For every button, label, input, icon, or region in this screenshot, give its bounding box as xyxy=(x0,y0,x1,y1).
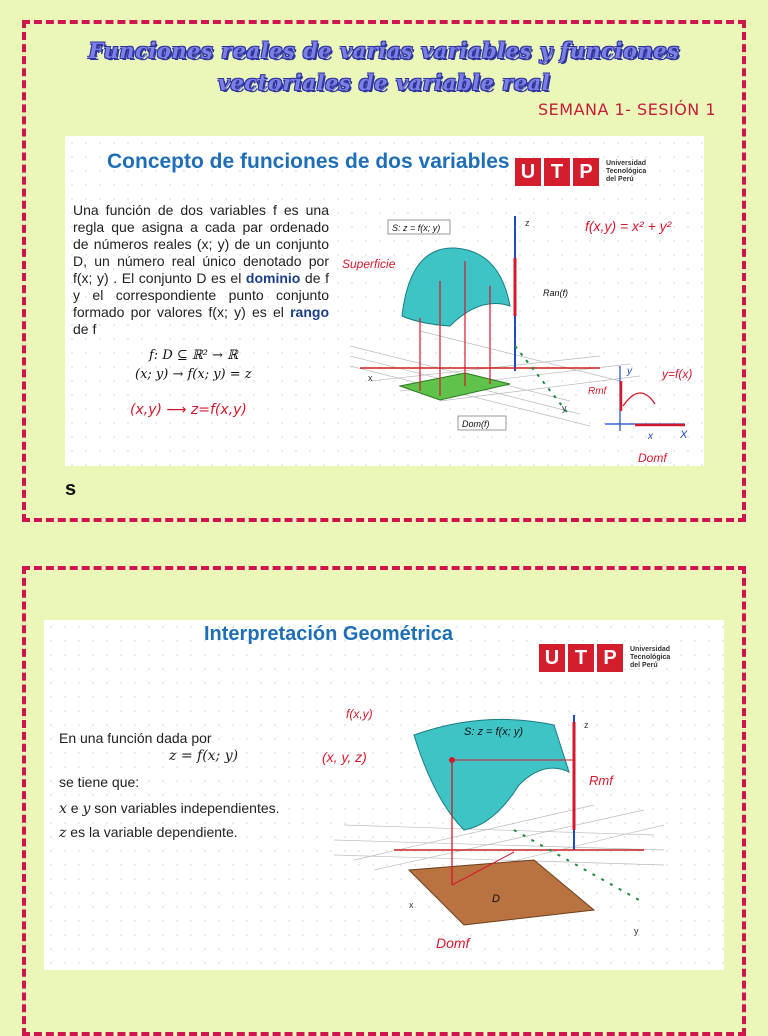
definition-part: Una función de dos variables f es una regla que asigna a cada par ordenado de números reales (x; y) de un conjunto D, un número real único denotado por f(x; y) . El conjunto D es el xyxy=(73,202,329,286)
logo-letter: T xyxy=(568,644,594,672)
axis-z-label: z xyxy=(584,720,589,730)
logo-text-line: del Perú xyxy=(630,662,658,669)
slide-title: Interpretación Geométrica xyxy=(204,623,453,645)
formula-mapping: f: D ⊆ ℝ² → ℝ xyxy=(149,348,238,363)
slide-title: Concepto de funciones de dos variables xyxy=(107,150,510,173)
intro-part: e xyxy=(66,800,83,816)
hand-point: (x, y, z) xyxy=(322,749,367,765)
definition-part: de f xyxy=(73,321,97,337)
definition-text xyxy=(73,202,329,338)
logo-text xyxy=(630,646,670,670)
surface-label: S: z = f(x; y) xyxy=(464,726,523,738)
point-marker xyxy=(449,757,455,763)
hand-rmf: Rmf xyxy=(588,386,607,397)
page-title-line2: vectoriales de variable real xyxy=(217,70,551,95)
formula-rule: (x; y) → f(x; y) = z xyxy=(135,367,252,382)
logo-text-line: Universidad xyxy=(606,160,647,167)
axis-y-label: y xyxy=(562,403,567,413)
logo-letter: U xyxy=(539,644,565,672)
logo-text-line: del Perú xyxy=(606,176,634,183)
var-y: y xyxy=(82,801,91,817)
hand-rmf: Rmf xyxy=(589,773,613,788)
intro-part: es la variable dependiente. xyxy=(66,824,238,840)
surface-figure-2 xyxy=(314,690,714,970)
logo-text xyxy=(606,160,646,184)
slide-concept xyxy=(65,136,704,466)
axis-z-label: z xyxy=(525,218,530,228)
domain-label: Dom(f) xyxy=(462,419,490,429)
slide-geometric xyxy=(44,620,724,970)
handwritten-mapping: (x,y) ⟶ z=f(x,y) xyxy=(130,402,247,418)
hand-domf: Domf xyxy=(638,451,667,465)
definition-part: de f y el correspondiente punto conjunto formado por valores f(x; y) es el xyxy=(73,270,329,320)
surface-figure-1 xyxy=(340,206,704,466)
stray-text: s xyxy=(65,478,77,500)
axis-y-label: y xyxy=(634,926,639,936)
hand-superficie: Superficie xyxy=(342,257,396,271)
sketch-curve xyxy=(623,393,655,406)
intro-dependent xyxy=(59,824,238,841)
intro-line: En una función dada por xyxy=(59,730,212,746)
logo-letter: T xyxy=(544,158,570,186)
rango-term: rango xyxy=(290,304,329,320)
utp-logo xyxy=(539,644,670,672)
logo-letter: U xyxy=(515,158,541,186)
page-title-line1: Funciones reales de varias variables y funciones xyxy=(88,38,680,63)
surface-label: S: z = f(x; y) xyxy=(392,223,441,233)
axis-x-label: x xyxy=(409,900,414,910)
range-label: Ran(f) xyxy=(543,288,569,298)
var-x: x xyxy=(59,801,67,817)
hand-fxy: f(x,y) xyxy=(346,707,373,721)
hand-y-eq: y=f(x) xyxy=(662,367,693,381)
grid-plane xyxy=(350,331,640,426)
domain-region xyxy=(409,860,594,925)
axis-x-label: x xyxy=(368,373,373,383)
logo-text-line: Tecnológica xyxy=(630,654,671,661)
dominio-term: dominio xyxy=(245,270,301,286)
hand-x-upper: X xyxy=(680,429,688,441)
hand-x: x xyxy=(648,431,653,442)
intro-formula: z = f(x; y) xyxy=(169,748,239,764)
surface-cap xyxy=(402,248,510,326)
hand-example: f(x,y) = x² + y² xyxy=(585,218,672,234)
var-z: z xyxy=(59,825,67,841)
logo-text-line: Tecnológica xyxy=(606,168,647,175)
logo-text-line: Universidad xyxy=(630,646,671,653)
domain-region xyxy=(400,373,510,400)
logo-letter: P xyxy=(597,644,623,672)
utp-logo xyxy=(515,158,646,186)
hand-y: y xyxy=(627,366,632,377)
domain-letter: D xyxy=(492,893,500,905)
hand-domf: Domf xyxy=(436,935,470,951)
intro-line: se tiene que: xyxy=(59,774,140,790)
intro-independent xyxy=(59,800,280,817)
session-label: SEMANA 1- SESIÓN 1 xyxy=(538,100,717,119)
intro-part: son variables independientes. xyxy=(90,800,280,816)
logo-letter: P xyxy=(573,158,599,186)
